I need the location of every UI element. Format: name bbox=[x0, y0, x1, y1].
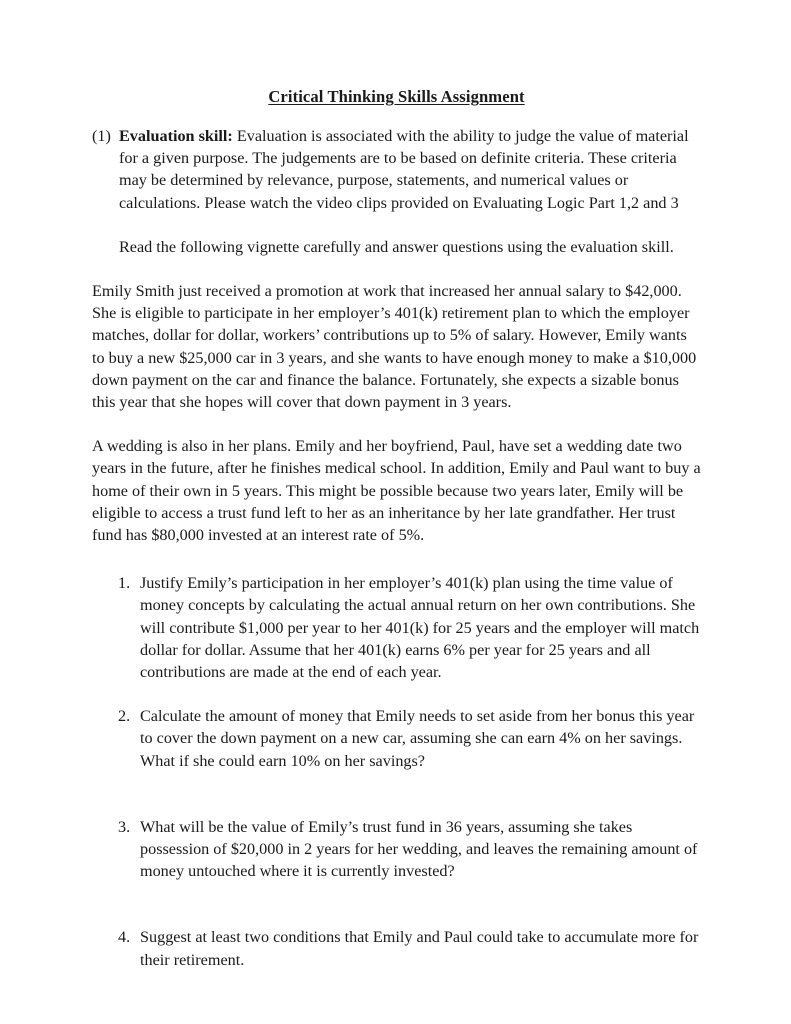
list-item-number: 3. bbox=[118, 817, 131, 836]
section-evaluation-skill bbox=[92, 125, 701, 214]
list-item bbox=[92, 816, 701, 883]
page-title bbox=[92, 86, 701, 108]
page-title-text: Critical Thinking Skills Assignment bbox=[268, 87, 525, 106]
list-item-text: Calculate the amount of money that Emily needs to set aside from her bonus this year to cover the down payment on a new car, assuming she can earn 4% on her savings. What if she could earn 10% on her savings? bbox=[140, 707, 695, 770]
list-item bbox=[92, 572, 701, 683]
vignette-paragraph-1: Emily Smith just received a promotion at work that increased her annual salary to $42,000. She is eligible to participate in her employer’s 401(k) retirement plan to which the employer matches, dollar for dollar, workers’ contributions up to 5% of salary. However, Emily wants to buy a new $25,000 car in 3 years, and she wants to have enough money to make a $10,000 down payment on the car and finance the balance. Fortunately, she expects a sizable bonus this year that she hopes will cover that down payment in 3 years. bbox=[92, 282, 697, 412]
list-item-number: 2. bbox=[118, 707, 131, 726]
question-list bbox=[92, 572, 701, 971]
document-content bbox=[92, 86, 701, 993]
list-item bbox=[92, 926, 701, 970]
list-item bbox=[92, 705, 701, 772]
section-body-text: Evaluation is associated with the ability to judge the value of material for a given purpose. The judgements are to be based on definite criteria. These criteria may be determined by relevance, purpose, statements, and numerical values or calculations. Please watch the video clips provided on Evaluating Logic Part 1,2 and 3 bbox=[119, 127, 689, 212]
list-item-number: 1. bbox=[118, 574, 131, 593]
list-item-text: Justify Emily’s participation in her employer’s 401(k) plan using the time value of money concepts by calculating the actual annual return on her own contributions. She will contribute $1,000 per year to her 401(k) for 25 years and the employer will match dollar for dollar. Assume that her 401(k) earns 6% per year for 25 years and all contributions are made at the end of each year. bbox=[140, 574, 700, 682]
list-item-text: Suggest at least two conditions that Emily and Paul could take to accumulate more for their retirement. bbox=[140, 928, 699, 969]
list-item-text: What will be the value of Emily’s trust fund in 36 years, assuming she takes possession of $20,000 in 2 years for her wedding, and leaves the remaining amount of money untouched where it is currently invested? bbox=[140, 817, 698, 881]
section-marker: (1) bbox=[92, 127, 111, 145]
list-item-number: 4. bbox=[118, 928, 131, 947]
vignette-paragraph-2: A wedding is also in her plans. Emily and her boyfriend, Paul, have set a wedding date two years in the future, after he finishes medical school. In addition, Emily and Paul want to buy a home of their own in 5 years. This might be possible because two years later, Emily will be eligible to access a trust fund left to her as an inheritance by her late grandfather. Her trust fund has $80,000 invested at an interest rate of 5%. bbox=[92, 437, 701, 545]
section-lead-label: Evaluation skill: bbox=[119, 127, 233, 145]
instruction-line: Read the following vignette carefully and answer questions using the evaluation skill. bbox=[119, 237, 674, 256]
